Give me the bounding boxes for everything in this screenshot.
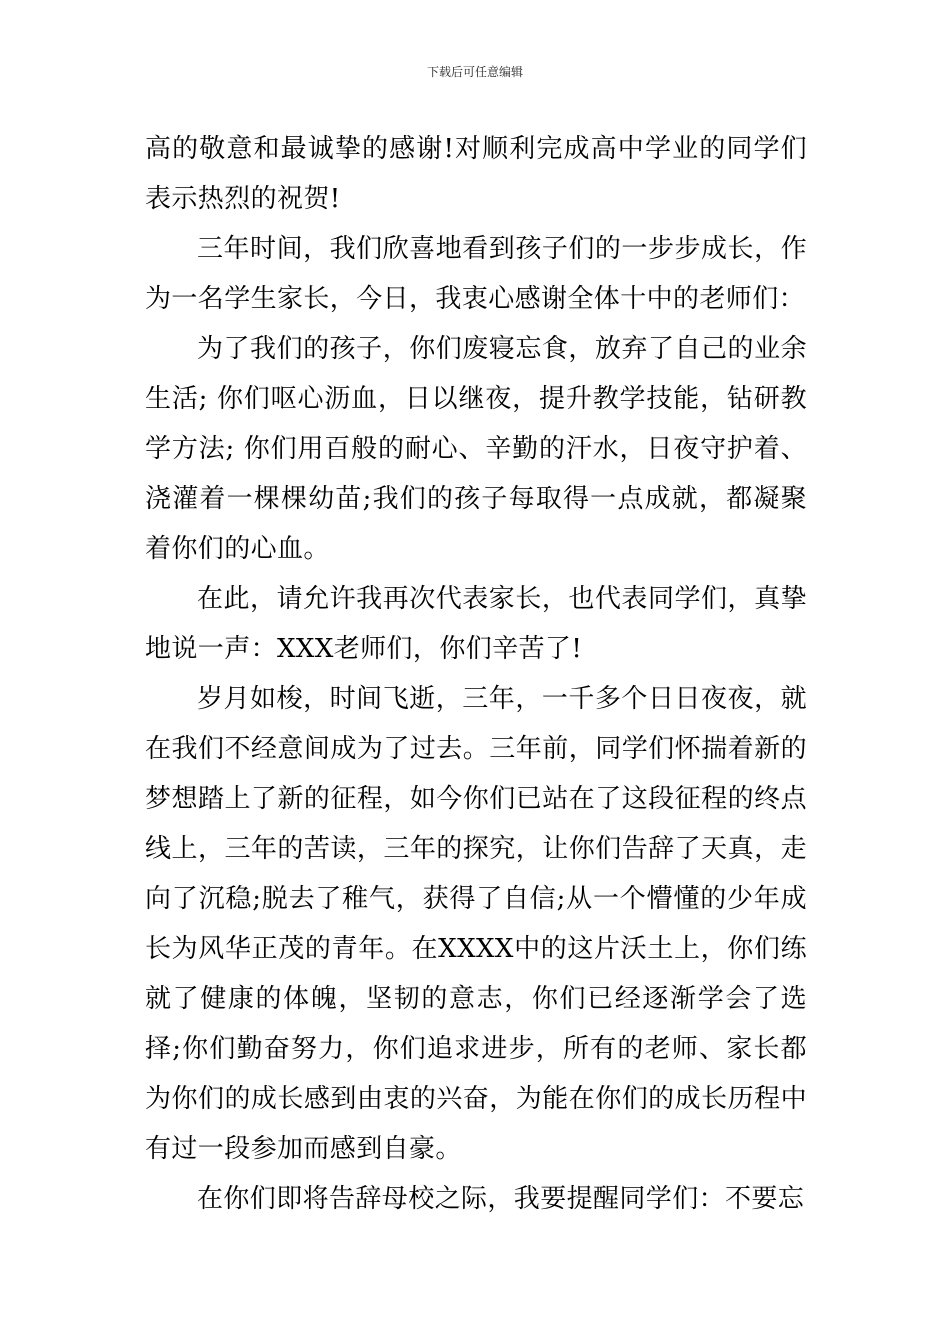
paragraph: 高的敬意和最诚挚的感谢!对顺利完成高中学业的同学们表示热烈的祝贺! (145, 134, 807, 214)
paragraph: 为了我们的孩子，你们废寝忘食，放弃了自己的业余生活; 你们呕心沥血，日以继夜，提升教学技能，钻研教学方法; 你们用百般的耐心、辛勤的汗水，日夜守护着、浇灌着一棵棵幼苗;我们的孩子每取得一点成就，都凝聚着你们的心血。 (145, 334, 807, 564)
document-body (145, 124, 807, 1224)
paragraph: 在此，请允许我再次代表家长，也代表同学们，真挚地说一声：XXX老师们，你们辛苦了! (145, 584, 807, 664)
header-note: 下载后可任意编辑 (426, 65, 523, 79)
paragraph: 三年时间，我们欣喜地看到孩子们的一步步成长，作为一名学生家长，今日，我衷心感谢全体十中的老师们： (145, 234, 807, 314)
paragraph: 在你们即将告辞母校之际，我要提醒同学们：不要忘 (197, 1184, 805, 1214)
paragraph: 岁月如梭，时间飞逝，三年，一千多个日日夜夜，就在我们不经意间成为了过去。三年前，同学们怀揣着新的梦想踏上了新的征程，如今你们已站在了这段征程的终点线上，三年的苦读，三年的探究，让你们告辞了天真，走向了沉稳;脱去了稚气，获得了自信;从一个懵懂的少年成长为风华正茂的青年。在XXXX中的这片沃土上，你们练就了健康的体魄，坚韧的意志，你们已经逐渐学会了选择;你们勤奋努力，你们追求进步，所有的老师、家长都为你们的成长感到由衷的兴奋，为能在你们的成长历程中有过一段参加而感到自豪。 (145, 684, 807, 1164)
